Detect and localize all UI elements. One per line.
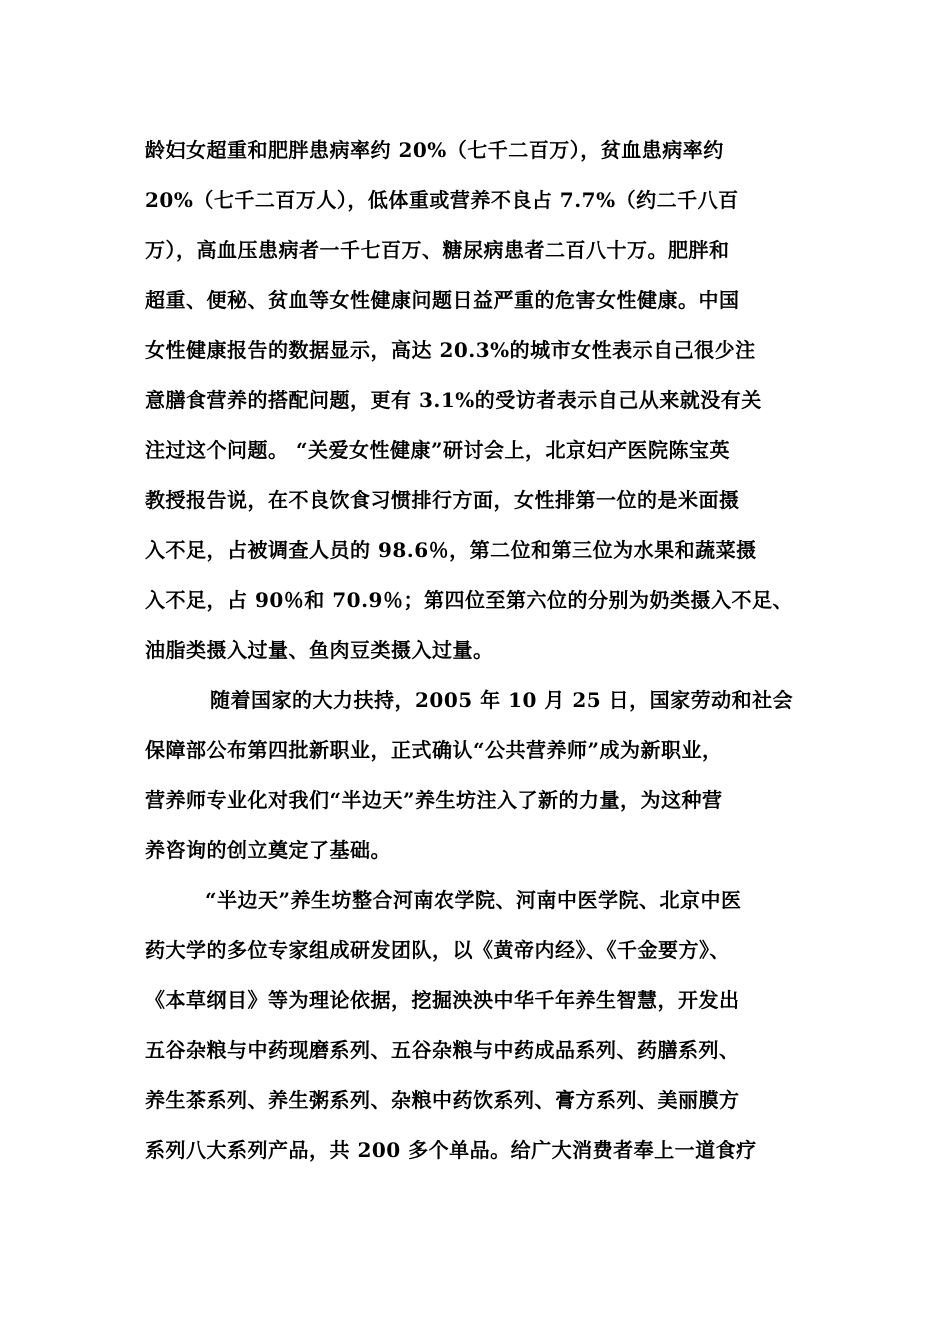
text-line: 教授报告说，在不良饮食习惯排行方面，女性排第一位的是米面摄 [145,488,740,512]
text-line: 《本草纲目》等为理论依据，挖掘泱泱中华千年养生智慧，开发出 [145,988,740,1012]
text-line: 养咨询的创立奠定了基础。 [145,838,391,862]
text-line: 药大学的多位专家组成研发团队，以《黄帝内经》、《千金要方》、 [145,938,730,962]
text-line: 五谷杂粮与中药现磨系列、五谷杂粮与中药成品系列、药膳系列、 [145,1038,740,1062]
text-line: 女性健康报告的数据显示，高达 20.3%的城市女性表示自己很少注 [145,338,756,362]
text-line: 入不足，占被调查人员的 98.6％，第二位和第三位为水果和蔬菜摄 [145,538,757,562]
text-line: 入不足，占 90％和 70.9％；第四位至第六位的分别为奶类摄入不足、 [145,588,793,612]
text-line: 超重、便秘、贫血等女性健康问题日益严重的危害女性健康。中国 [145,288,740,312]
text-line: 龄妇女超重和肥胖患病率约 20%（七千二百万），贫血患病率约 [145,138,724,162]
text-line: 系列八大系列产品，共 200 多个单品。给广大消费者奉上一道食疗 [145,1138,757,1162]
text-line: 20%（七千二百万人），低体重或营养不良占 7.7%（约二千八百 [145,188,739,212]
text-line: 营养师专业化对我们“半边天”养生坊注入了新的力量，为这种营 [145,788,723,812]
text-line: 注过这个问题。 “关爱女性健康”研讨会上，北京妇产医院陈宝英 [145,438,730,462]
paragraph-first-line: “半边天”养生坊整合河南农学院、河南中医学院、北京中医 [205,888,742,912]
text-line: 意膳食营养的搭配问题，更有 3.1%的受访者表示自己从来就没有关 [145,388,762,412]
text-line: 养生茶系列、养生粥系列、杂粮中药饮系列、膏方系列、美丽膜方 [145,1088,740,1112]
paragraph-first-line: 随着国家的大力扶持，2005 年 10 月 25 日，国家劳动和社会 [210,688,794,712]
text-line: 油脂类摄入过量、鱼肉豆类摄入过量。 [145,638,494,662]
text-line: 保障部公布第四批新职业，正式确认“公共营养师”成为新职业， [145,738,723,762]
text-line: 万），高血压患病者一千七百万、糖尿病患者二百八十万。肥胖和 [145,238,730,262]
